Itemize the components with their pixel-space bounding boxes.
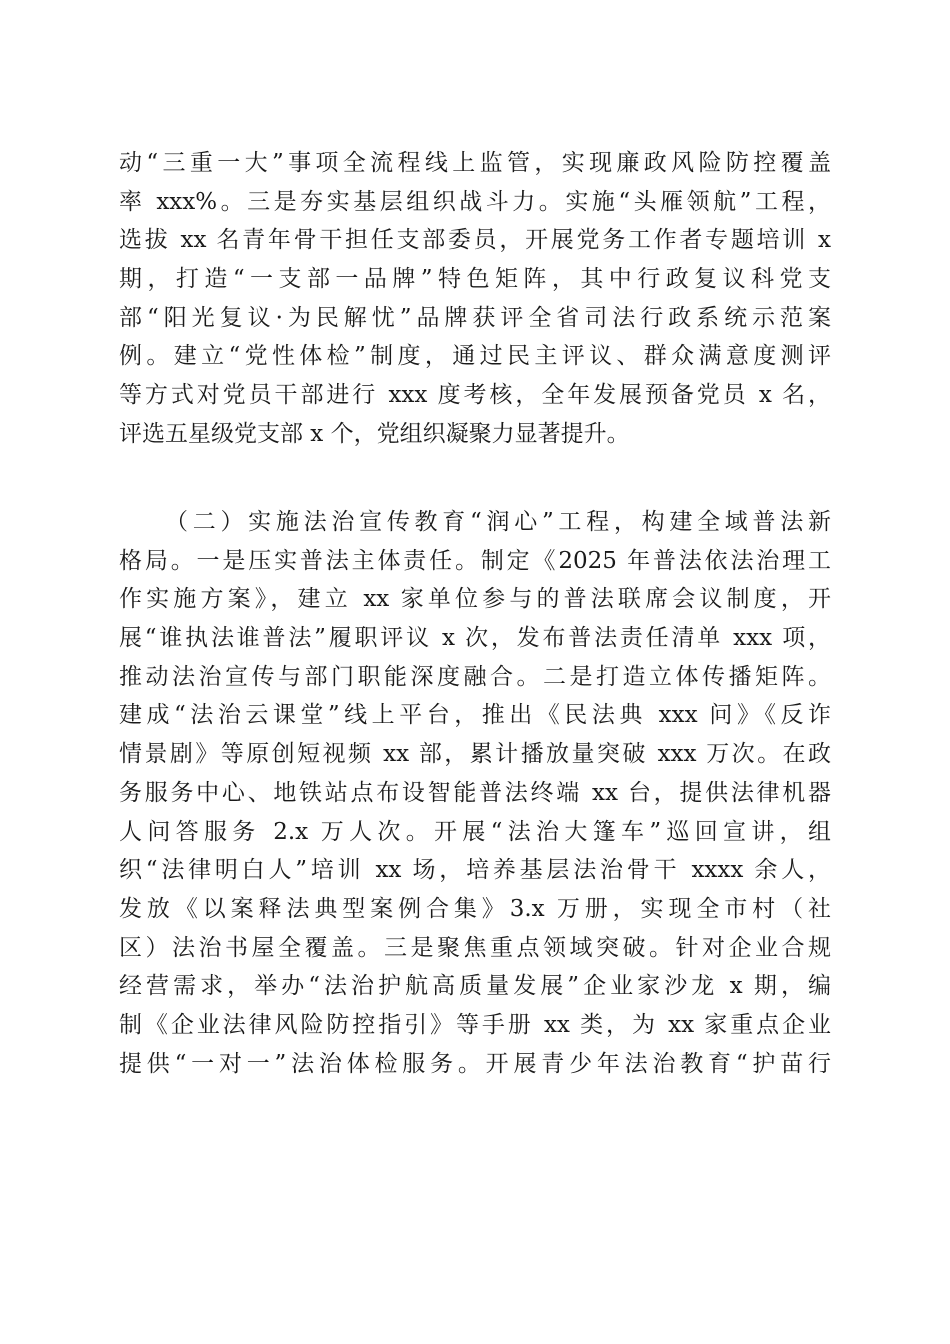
paragraph-line: 情景剧》等原创短视频 xx 部，累计播放量突破 xxx 万次。在政	[119, 741, 831, 768]
paragraph-line: 作实施方案》，建立 xx 家单位参与的普法联席会议制度，开	[119, 586, 831, 613]
paragraph-line: 例。建立“党性体检”制度，通过民主评议、群众满意度测评	[119, 343, 831, 370]
paragraph-line: 人问答服务 2.x 万人次。开展“法治大篷车”巡回宣讲，组	[119, 818, 831, 845]
paragraph-line: 经营需求，举办“法治护航高质量发展”企业家沙龙 x 期，编	[119, 973, 831, 1000]
paragraph-line: 区）法治书屋全覆盖。三是聚焦重点领域突破。针对企业合规	[119, 934, 831, 961]
paragraph-line: （二）实施法治宣传教育“润心”工程，构建全域普法新	[165, 509, 831, 535]
paragraph-line: 建成“法治云课堂”线上平台，推出《民法典 xxx 问》《反诈	[119, 702, 831, 729]
paragraph-line: 务服务中心、地铁站点布设智能普法终端 xx 台，提供法律机器	[119, 779, 831, 806]
paragraph-line: 选拔 xx 名青年骨干担任支部委员，开展党务工作者专题培训 x	[119, 227, 831, 254]
paragraph-line: 期，打造“一支部一品牌”特色矩阵，其中行政复议科党支	[119, 266, 831, 293]
paragraph-line: 推动法治宣传与部门职能深度融合。二是打造立体传播矩阵。	[119, 663, 831, 690]
paragraph-line: 等方式对党员干部进行 xxx 度考核，全年发展预备党员 x 名，	[119, 382, 831, 409]
paragraph-line: 率 xxx%。三是夯实基层组织战斗力。实施“头雁领航”工程，	[119, 188, 831, 215]
paragraph-line: 格局。一是压实普法主体责任。制定《2025 年普法依法治理工	[119, 547, 831, 574]
paragraph-line: 织“法律明白人”培训 xx 场，培养基层法治骨干 xxxx 余人，	[119, 857, 831, 884]
paragraph-line: 发放《以案释法典型案例合集》3.x 万册，实现全市村（社	[119, 895, 831, 922]
paragraph-line: 评选五星级党支部 x 个，党组织凝聚力显著提升。	[119, 420, 630, 447]
paragraph-line: 制《企业法律风险防控指引》等手册 xx 类，为 xx 家重点企业	[119, 1011, 831, 1038]
paragraph-line: 展“谁执法谁普法”履职评议 x 次，发布普法责任清单 xxx 项，	[119, 625, 831, 652]
paragraph-1	[119, 144, 831, 454]
paragraph-line: 动“三重一大”事项全流程线上监管，实现廉政风险防控覆盖	[119, 150, 831, 176]
paragraph-line: 部“阳光复议·为民解忧”品牌获评全省司法行政系统示范案	[119, 304, 831, 331]
paragraph-line: 提供“一对一”法治体检服务。开展青少年法治教育“护苗行	[119, 1050, 831, 1077]
paragraph-2	[119, 503, 831, 1083]
